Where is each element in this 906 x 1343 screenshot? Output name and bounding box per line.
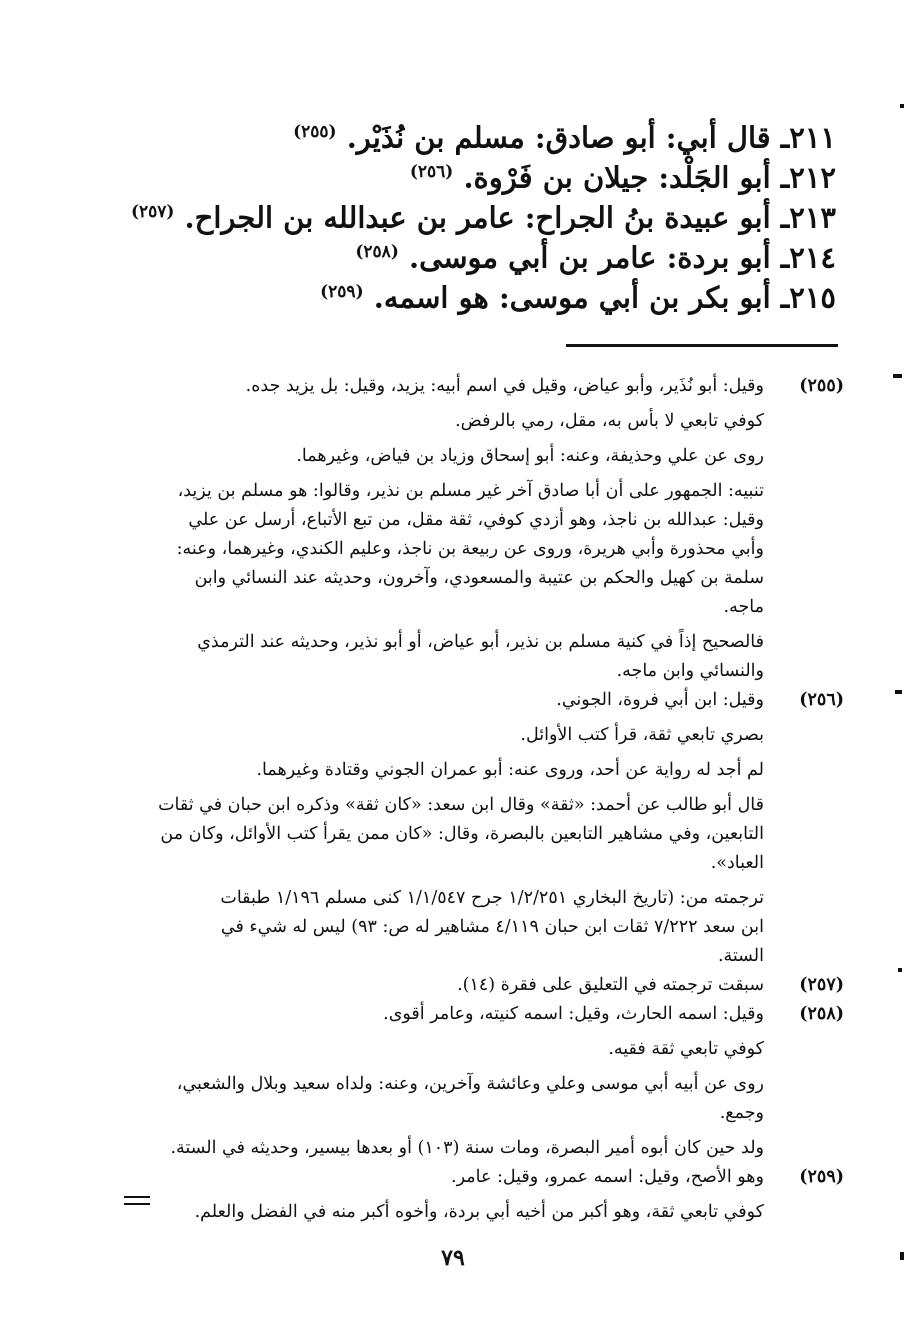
footnote (136, 372, 844, 686)
footnote-line: العباد». (710, 853, 764, 873)
footnote-line: ابن سعد ٧/٢٢٢ ثقات ابن حبان ٤/١١٩ مشاهير له ص: ٩٣) ليس له شيء في (220, 917, 764, 937)
footnote (136, 686, 844, 971)
margin-mark (895, 690, 902, 694)
footnote-number: (٢٥٧) (799, 975, 844, 995)
footnote-line: وهو الأصح، وقيل: اسمه عمرو، وقيل: عامر. (451, 1167, 764, 1187)
footnote-line: فالصحيح إذاً في كنية مسلم بن نذير، أبو عياض، أو أبو نذير، وحديثه عند الترمذي (197, 632, 764, 652)
footnote-line: لم أجد له رواية عن أحد، وروى عنه: أبو عمران الجوني وقتادة وغيرهما. (256, 760, 764, 780)
footnote (136, 1000, 844, 1163)
entry-text: ٢١١ـ قال أبي: أبو صادق: مسلم بن نُذَيْر. (346, 120, 836, 155)
footnote-ref: (٢٥٧) (130, 202, 175, 222)
footnote-line: روى عن أبيه أبي موسى وعلي وعائشة وآخرين، وعنه: ولداه سعيد وبلال والشعبي، (176, 1074, 764, 1094)
footnote-number: (٢٥٥) (799, 376, 844, 396)
footnote-line: وقيل: أبو نُذَير، وأبو عياض، وقيل في اسم أبيه: يزيد، وقيل: بل يزيد جده. (245, 376, 764, 396)
footnote-line: وأبي محذورة وأبي هريرة، وروى عن ربيعة بن ناجذ، وعليم الكندي، وغيرهما، وعنه: (176, 539, 764, 559)
continuation-mark (124, 1196, 150, 1210)
footnote-ref: (٢٥٦) (409, 162, 454, 182)
margin-mark (900, 1252, 904, 1260)
footnote-line: ماجه. (723, 597, 764, 617)
footnote-line: وجمع. (719, 1103, 764, 1123)
footnote-line: سلمة بن كهيل والحكم بن عتيبة والمسعودي، وآخرون، وحديثه عند النسائي وابن (194, 568, 764, 588)
entry-line (136, 232, 836, 275)
footnote-line: كوفي تابعي ثقة، وهو أكبر من أخيه أبي بردة، وأخوه أكبر منه في الفضل والعلم. (194, 1202, 764, 1222)
entry-text: ٢١٥ـ أبو بكر بن أبي موسى: هو اسمه. (373, 280, 836, 315)
entry-line (130, 192, 836, 235)
footnote-number: (٢٥٨) (799, 1004, 844, 1024)
footnote-line: التابعين، وفي مشاهير التابعين بالبصرة، وقال: «كان ممن يقرأ كتب الأوائل، وكان من (160, 824, 764, 844)
entry-line (136, 152, 836, 195)
footnote-line: ترجمته من: (تاريخ البخاري ١/٢/٢٥١ جرح ١/١/٥٤٧ كنى مسلم ١/١٩٦ طبقات (220, 888, 764, 908)
entry-text: ٢١٢ـ أبو الجَلْد: جيلان بن فَرْوة. (463, 160, 836, 195)
footnote-line: ولد حين كان أبوه أمير البصرة، ومات سنة (١٠٣) أو بعدها بيسير، وحديثه في الستة. (170, 1138, 764, 1158)
page-number: ٧٩ (441, 1245, 465, 1271)
margin-mark (898, 968, 902, 972)
footnote-line: وقيل: ابن أبي فروة، الجوني. (556, 690, 764, 710)
footnote-ref: (٢٥٩) (320, 282, 364, 302)
footnote-line: وقيل: اسمه الحارث، وقيل: اسمه كنيته، وعامر أقوى. (383, 1004, 764, 1024)
footnote-divider (566, 344, 838, 347)
footnote (136, 1163, 844, 1227)
entry-text: ٢١٣ـ أبو عبيدة بنُ الجراح: عامر بن عبدالله بن الجراح. (184, 200, 836, 235)
footnote-line: سبقت ترجمته في التعليق على فقرة (١٤). (457, 975, 764, 995)
footnotes (136, 372, 844, 1227)
footnote-line: روى عن علي وحذيفة، وعنه: أبو إسحاق وزياد بن فياض، وغيرهما. (296, 446, 764, 466)
footnote-number: (٢٥٩) (799, 1167, 844, 1187)
footnote-line: كوفي تابعي لا بأس به، مقل، رمي بالرفض. (455, 411, 764, 431)
entry-line (136, 112, 836, 155)
entry-line (136, 272, 836, 315)
footnote-line: بصري تابعي ثقة، قرأ كتب الأوائل. (520, 725, 764, 745)
footnote-line: كوفي تابعي ثقة فقيه. (608, 1039, 764, 1059)
footnote (136, 971, 844, 1000)
margin-mark (893, 374, 902, 378)
footnote-line: والنسائي وابن ماجه. (616, 661, 764, 681)
footnote-line: تنبيه: الجمهور على أن أبا صادق آخر غير مسلم بن نذير، وقالوا: هو مسلم بن يزيد، (177, 481, 764, 501)
footnote-ref: (٢٥٨) (355, 242, 399, 262)
footnote-number: (٢٥٦) (799, 690, 844, 710)
main-entries (130, 112, 836, 315)
footnote-line: الستة. (717, 946, 764, 966)
footnote-ref: (٢٥٥) (293, 122, 337, 142)
footnote-line: قال أبو طالب عن أحمد: «ثقة» وقال ابن سعد: «كان ثقة» وذكره ابن حبان في ثقات (158, 795, 764, 815)
entry-text: ٢١٤ـ أبو بردة: عامر بن أبي موسى. (408, 240, 836, 275)
footnote-line: وقيل: عبدالله بن ناجذ، وهو أزدي كوفي، ثقة مقل، من تبع الأتباع، أرسل عن علي (188, 510, 764, 530)
margin-mark (900, 104, 904, 108)
